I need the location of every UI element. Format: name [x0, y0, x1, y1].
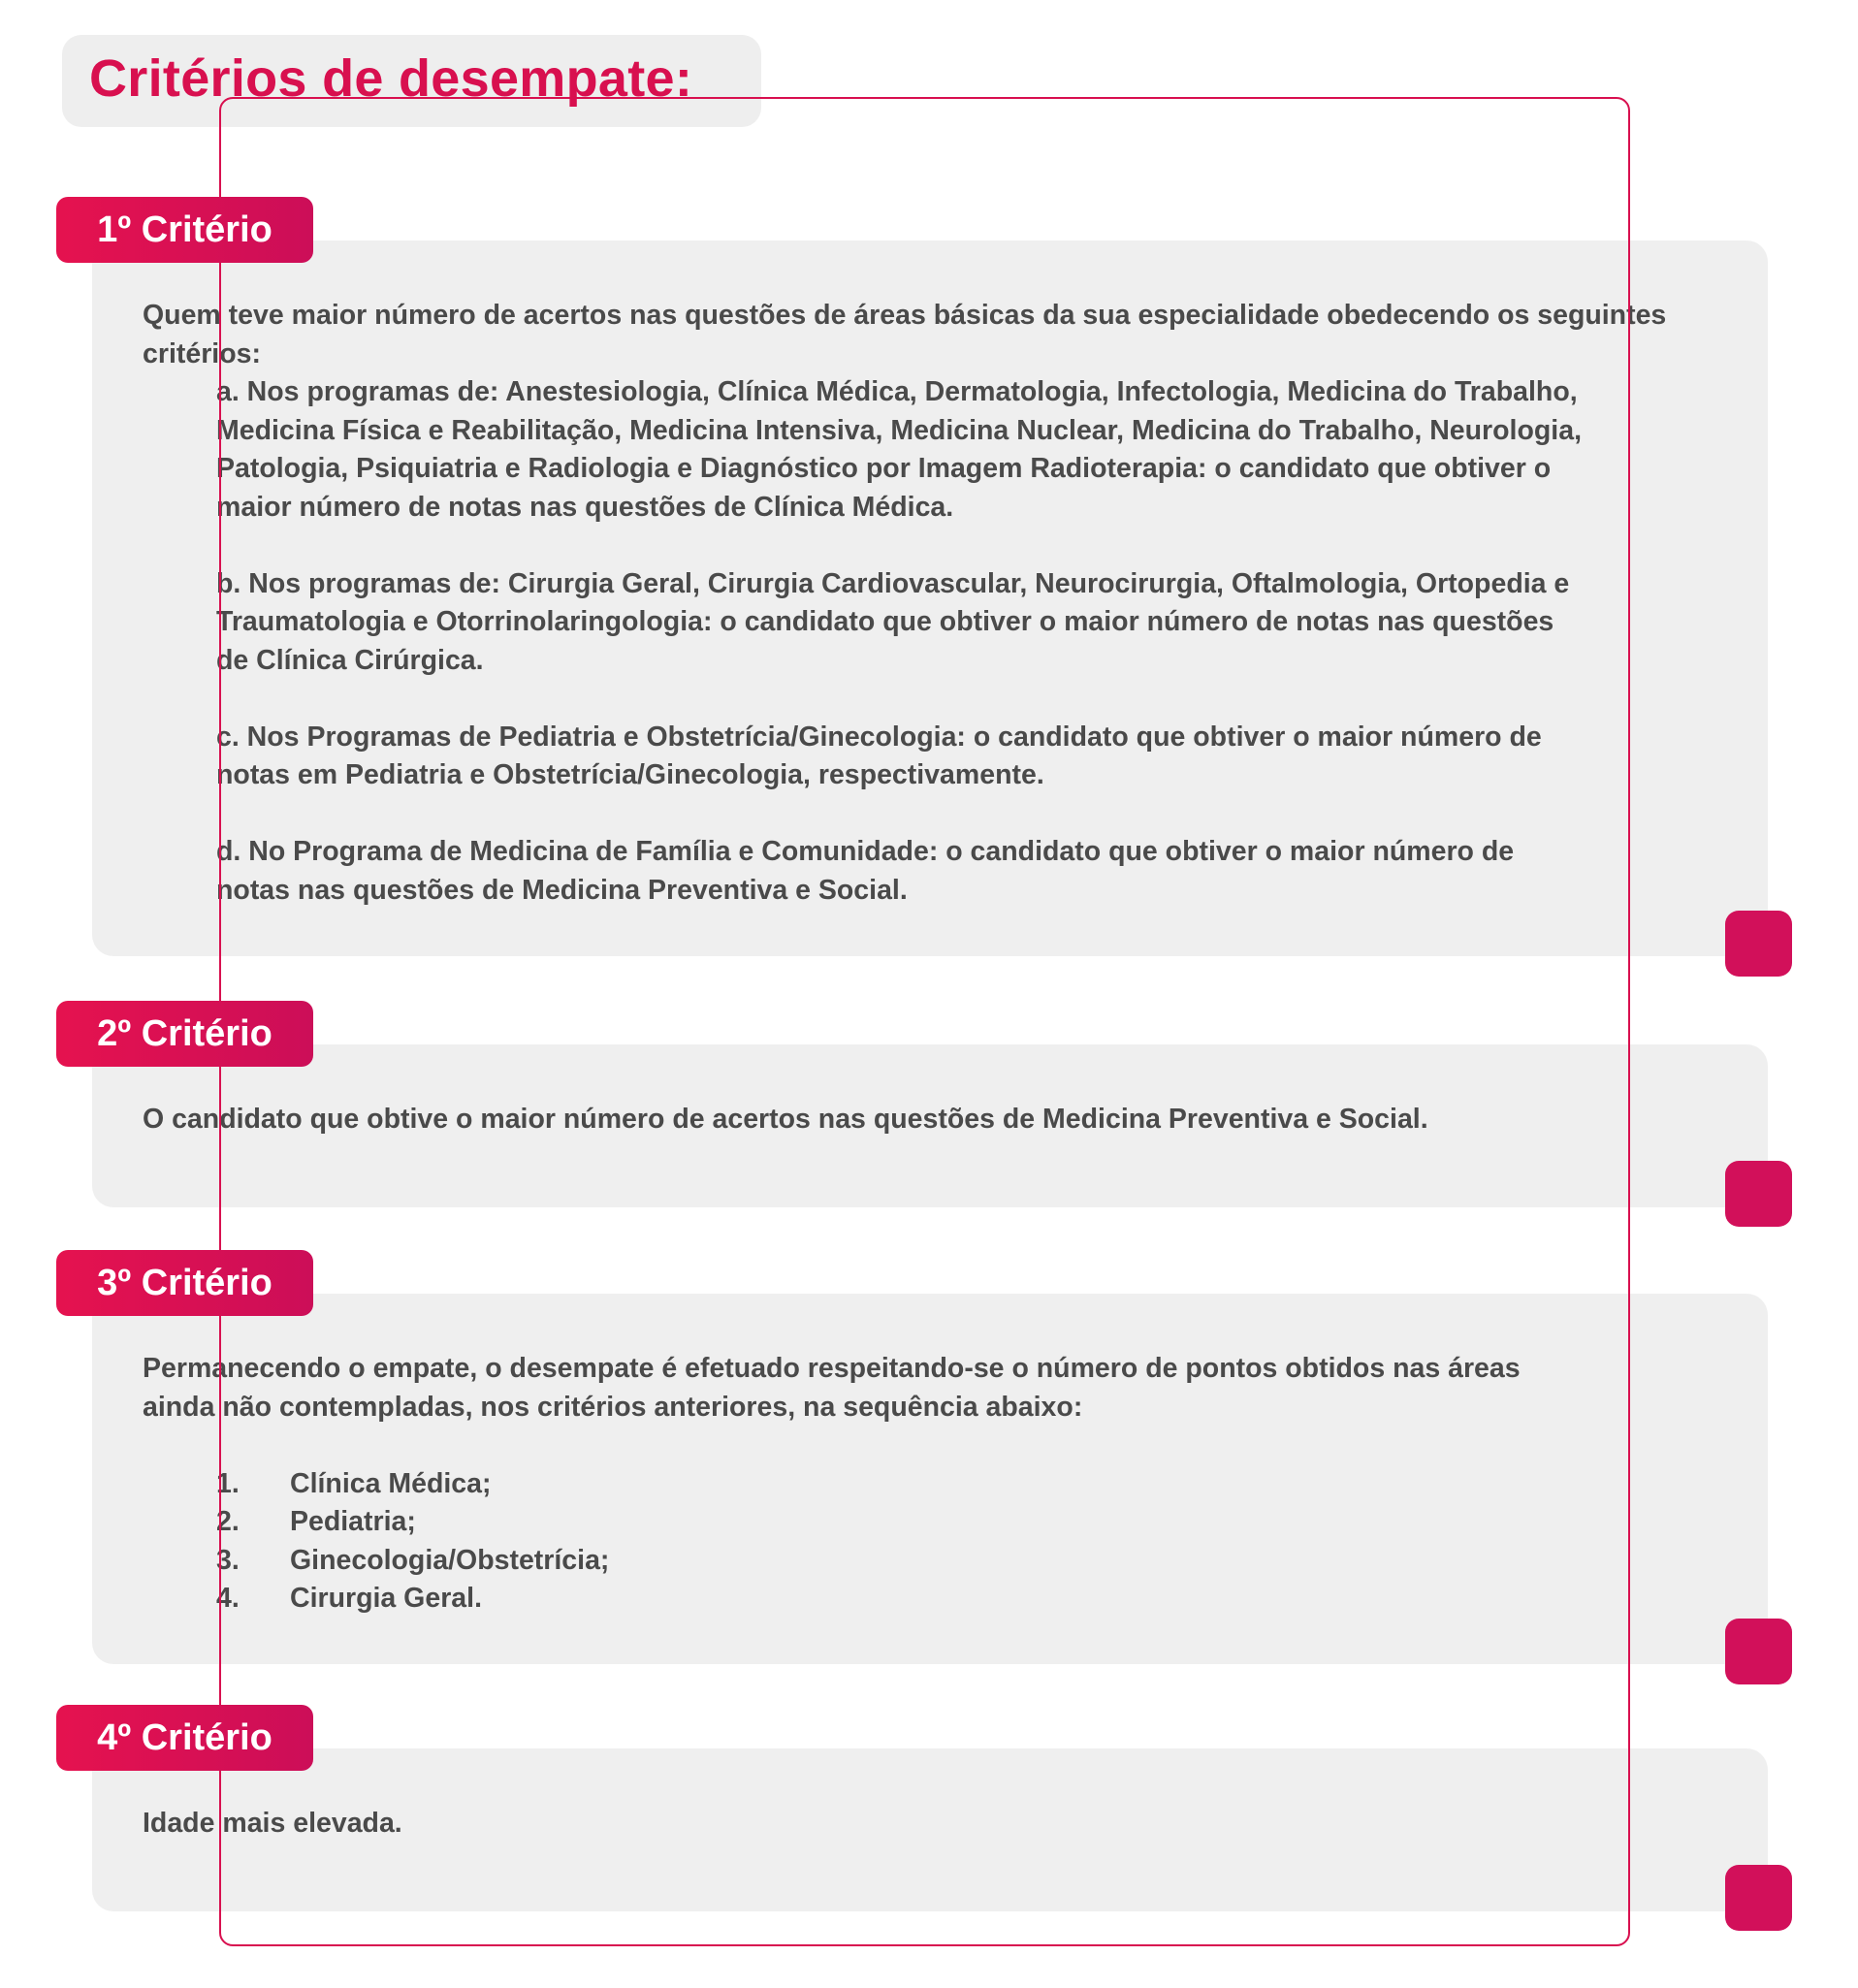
item-b-line: Traumatologia e Otorrinolaringologia: o candidato que obtiver o maior número de notas nas questões — [216, 606, 1554, 637]
list-item-number: 2. — [216, 1506, 240, 1537]
criterion-2-badge: 2º Critério — [56, 1001, 313, 1067]
page-title — [62, 35, 761, 127]
item-c-line: c. Nos Programas de Pediatria e Obstetrícia/Ginecologia: o candidato que obtiver o maior número de — [216, 721, 1542, 753]
criterion-1-corner-marker — [1725, 911, 1792, 977]
criterion-3-badge: 3º Critério — [56, 1250, 313, 1316]
page-title-text: Critérios de desempate: — [89, 49, 693, 108]
criterion-4-text: Idade mais elevada. — [143, 1808, 402, 1839]
list-item-label: Ginecologia/Obstetrícia; — [290, 1544, 610, 1576]
list-item-label: Clínica Médica; — [290, 1467, 492, 1499]
item-d-line: d. No Programa de Medicina de Família e Comunidade: o candidato que obtiver o maior número de — [216, 836, 1515, 867]
item-a-line: a. Nos programas de: Anestesiologia, Clínica Médica, Dermatologia, Infectologia, Medicina do Trabalho, — [216, 376, 1578, 407]
criterion-1-item-c — [216, 719, 1729, 795]
list-item — [216, 1580, 1729, 1619]
criterion-4-badge: 4º Critério — [56, 1705, 313, 1771]
list-item-label: Cirurgia Geral. — [290, 1583, 482, 1614]
criterion-3-intro-line: Permanecendo o empate, o desempate é efetuado respeitando-se o número de pontos obtidos nas áreas — [143, 1353, 1521, 1384]
criterion-1-item-a — [216, 373, 1729, 527]
criterion-1-badge: 1º Critério — [56, 197, 313, 263]
criterion-4-corner-marker — [1725, 1865, 1792, 1931]
item-a-line: Patologia, Psiquiatria e Radiologia e Diagnóstico por Imagem Radioterapia: o candidato que obtiver o — [216, 453, 1552, 484]
criterion-1-item-b — [216, 565, 1729, 681]
item-b-line: b. Nos programas de: Cirurgia Geral, Cirurgia Cardiovascular, Neurocirurgia, Oftalmologia, Ortopedia e — [216, 567, 1570, 599]
criterion-1-body — [143, 297, 1729, 910]
item-a-line: Medicina Física e Reabilitação, Medicina Intensiva, Medicina Nuclear, Medicina do Trabalho, Neurologia, — [216, 414, 1582, 446]
list-item-number: 1. — [216, 1467, 240, 1499]
criterion-3-corner-marker — [1725, 1619, 1792, 1684]
criterion-2-card — [92, 1044, 1768, 1207]
list-item-label: Pediatria; — [290, 1506, 416, 1537]
item-c-line: notas em Pediatria e Obstetrícia/Ginecologia, respectivamente. — [216, 759, 1044, 790]
criterion-3-card — [92, 1294, 1768, 1664]
criterion-3-body — [143, 1350, 1729, 1619]
list-item-number: 3. — [216, 1544, 240, 1576]
criterion-1-intro: Quem teve maior número de acertos nas questões de áreas básicas da sua especialidade obedecendo os seguintes critérios: — [143, 300, 1667, 369]
list-item — [216, 1465, 1729, 1504]
item-b-line: de Clínica Cirúrgica. — [216, 644, 484, 676]
criterion-2-text: O candidato que obtive o maior número de acertos nas questões de Medicina Preventiva e Social. — [143, 1104, 1428, 1135]
criterion-1-card — [92, 240, 1768, 956]
criterion-3-intro-line: ainda não contempladas, nos critérios anteriores, na sequência abaixo: — [143, 1391, 1083, 1423]
item-a-line: maior número de notas nas questões de Clínica Médica. — [216, 491, 954, 523]
list-item — [216, 1542, 1729, 1581]
list-item-number: 4. — [216, 1583, 240, 1614]
criterion-1-item-d — [216, 833, 1729, 910]
item-d-line: notas nas questões de Medicina Preventiva e Social. — [216, 874, 908, 906]
criterion-3-list — [216, 1465, 1729, 1619]
criterion-2-corner-marker — [1725, 1161, 1792, 1227]
criterion-4-card — [92, 1748, 1768, 1911]
list-item — [216, 1503, 1729, 1542]
